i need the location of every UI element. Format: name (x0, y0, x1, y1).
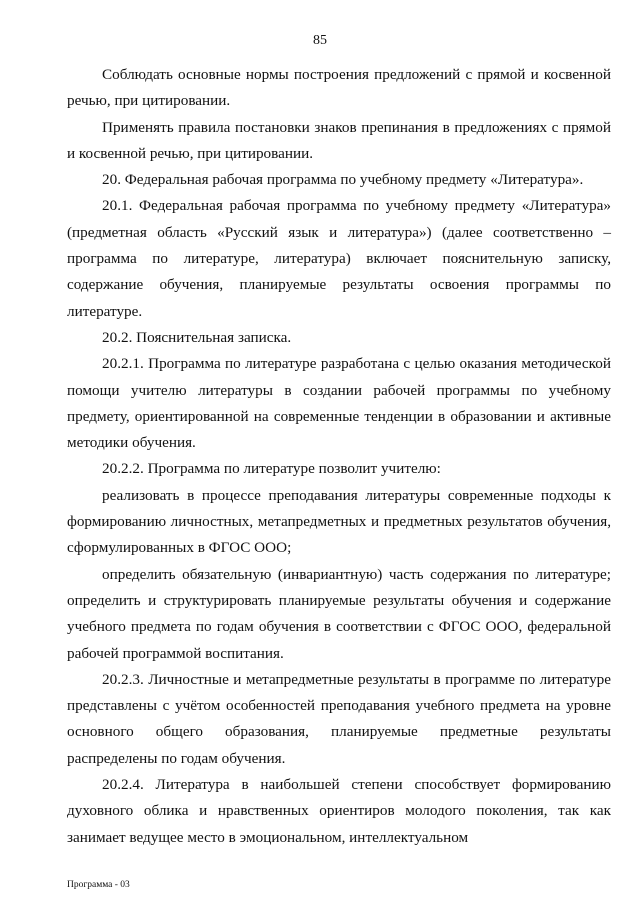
paragraph-implement-approaches: реализовать в процессе преподавания литературы современные подходы к формированию личностных, метапредметных и предметных результатов обучения, сформулированных в ФГОС ООО; (67, 486, 611, 557)
paragraph-section-20-2-2: 20.2.2. Программа по литературе позволит учителю: (102, 460, 441, 478)
page-footer: Программа - 03 (67, 880, 130, 890)
paragraph-section-20-1: 20.1. Федеральная рабочая программа по учебному предмету «Литература» (предметная область «Русский язык и литература») (далее соответственно – программа по литературе, литература) включает пояснительную записку, содержание обучения, планируемые результаты освоения программы по литературе. (67, 197, 611, 320)
paragraph-section-20-2-3: 20.2.3. Личностные и метапредметные результаты в программе по литературе представлены с учётом особенностей преподавания учебного предмета на уровне основного общего образования, планируемые предметные результаты распределены по годам обучения. (67, 670, 611, 767)
paragraph-section-20-2-1: 20.2.1. Программа по литературе разработана с целью оказания методической помощи учителю литературы в создании рабочей программы по учебному предмету, ориентированной на современные тенденции в образовании и активные методики обучения. (67, 355, 611, 452)
paragraph-section-20-2-4: 20.2.4. Литература в наибольшей степени способствует формированию духовного облика и нравственных ориентиров молодого поколения, так как занимает ведущее место в эмоциональном, интеллектуальном (67, 776, 611, 846)
paragraph-section-20-heading: 20. Федеральная рабочая программа по учебному предмету «Литература». (102, 171, 584, 189)
document-body (67, 62, 611, 851)
page-number: 85 (313, 33, 327, 48)
paragraph-section-20-2-heading: 20.2. Пояснительная записка. (102, 328, 292, 346)
paragraph-punctuation-rules: Применять правила постановки знаков препинания в предложениях с прямой и косвенной речью, при цитировании. (67, 118, 611, 162)
paragraph-define-content: определить обязательную (инвариантную) часть содержания по литературе; определить и структурировать планируемые результаты обучения и содержание учебного предмета по годам обучения в соответствии с ФГОС ООО, федеральной рабочей программой воспитания. (67, 565, 611, 662)
paragraph-speech-norms: Соблюдать основные нормы построения предложений с прямой и косвенной речью, при цитировании. (67, 66, 611, 110)
